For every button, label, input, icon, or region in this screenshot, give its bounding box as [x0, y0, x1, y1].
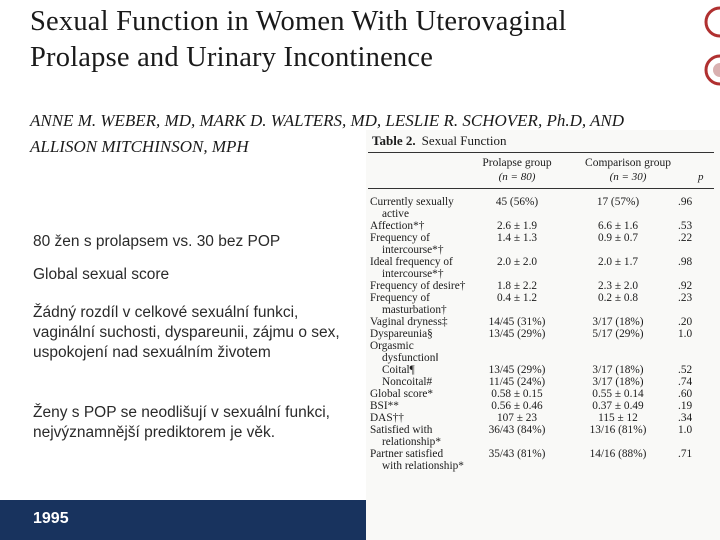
row-label — [370, 388, 433, 400]
prolapse-value: 45 (56%) — [495, 196, 539, 208]
p-value: .98 — [678, 256, 693, 268]
comparison-value: 5/17 (29%) — [592, 328, 644, 340]
p-value: .22 — [678, 232, 693, 244]
table-caption — [372, 133, 506, 149]
comparison-value: 13/16 (81%) — [589, 424, 647, 436]
comparison-value: 3/17 (18%) — [592, 364, 644, 376]
comparison-value: 0.55 ± 0.14 — [592, 388, 644, 400]
p-value: .20 — [678, 316, 693, 328]
header-comparison: Comparison group — [585, 157, 671, 169]
row-label — [370, 400, 399, 412]
p-value: .19 — [678, 400, 693, 412]
row-label-line: Frequency of — [370, 292, 430, 304]
row-label-line: Orgasmic — [370, 340, 414, 352]
row-label — [370, 196, 454, 220]
comparison-value: 115 ± 12 — [598, 412, 638, 424]
article-title — [30, 4, 690, 76]
row-label-continuation: active — [382, 208, 409, 220]
row-label-line: Global score* — [370, 388, 434, 400]
row-label — [370, 340, 439, 364]
row-label-continuation: dysfunction‖ — [382, 352, 439, 364]
table-header-rule — [368, 188, 714, 189]
table-top-rule — [368, 152, 714, 153]
p-value: 1.0 — [678, 424, 693, 436]
row-label-line: Currently sexually — [370, 196, 454, 208]
header-p: p — [698, 171, 704, 183]
comparison-value: 6.6 ± 1.6 — [597, 220, 639, 232]
row-label — [370, 412, 404, 424]
row-label-line: Frequency of desire† — [370, 280, 466, 292]
p-value: .96 — [678, 196, 693, 208]
p-value: .92 — [678, 280, 693, 292]
summary-panel — [0, 205, 352, 540]
footer-year: 1995 — [33, 510, 69, 527]
p-value: .34 — [678, 412, 693, 424]
prolapse-value: 13/45 (29%) — [488, 328, 546, 340]
comparison-value: 3/17 (18%) — [592, 376, 644, 388]
comparison-value: 2.3 ± 2.0 — [597, 280, 639, 292]
row-label — [370, 448, 464, 472]
row-label-line: Coital¶ — [382, 364, 415, 376]
comparison-value: 0.9 ± 0.7 — [597, 232, 639, 244]
row-label-line: Satisfied with — [370, 424, 433, 436]
row-label-line: Frequency of — [370, 232, 430, 244]
row-label-line: DAS†† — [370, 412, 404, 424]
row-label — [370, 364, 415, 376]
row-label-line: Affection*† — [370, 220, 425, 232]
row-label-continuation: intercourse*† — [382, 244, 444, 256]
row-label — [370, 292, 447, 316]
prolapse-value: 13/45 (29%) — [488, 364, 546, 376]
row-label-line: Vaginal dryness‡ — [370, 316, 448, 328]
row-label-line: Dyspareunia§ — [370, 328, 433, 340]
header-prolapse: Prolapse group — [482, 157, 552, 169]
comparison-value: 14/16 (88%) — [589, 448, 647, 460]
p-value: .60 — [678, 388, 693, 400]
prolapse-value: 0.58 ± 0.15 — [491, 388, 543, 400]
prolapse-value: 14/45 (31%) — [488, 316, 546, 328]
comparison-value: 17 (57%) — [596, 196, 640, 208]
bullet-finding: Žádný rozdíl v celkové sexuální funkci, vaginální suchosti, dyspareunii, zájmu o sex, uspokojení nad sexuálním životem — [33, 304, 340, 361]
comparison-value: 0.2 ± 0.8 — [597, 292, 639, 304]
sexual-function-table — [366, 130, 720, 540]
row-label-continuation: relationship* — [382, 436, 441, 448]
comparison-value: 2.0 ± 1.7 — [597, 256, 639, 268]
row-label — [370, 424, 441, 448]
row-label-line: Noncoital# — [382, 376, 433, 388]
p-value: .71 — [678, 448, 693, 460]
row-label-line: Partner satisfied — [370, 448, 444, 460]
bullet-sample: 80 žen s prolapsem vs. 30 bez POP — [33, 233, 281, 250]
journal-emblem-icon — [694, 0, 720, 100]
row-label — [370, 280, 465, 292]
bullet-conclusion: Ženy s POP se neodlišují v sexuální funkci, nejvýznamnější prediktorem je věk. — [33, 404, 330, 441]
table-label: Table 2. — [372, 133, 416, 148]
header-comparison-n: (n = 30) — [609, 171, 647, 183]
row-label — [370, 220, 424, 232]
p-value: .52 — [678, 364, 693, 376]
prolapse-value: 1.8 ± 2.2 — [496, 280, 538, 292]
p-value: .23 — [678, 292, 693, 304]
row-label-line: Ideal frequency of — [370, 256, 453, 268]
authors-line-1: ANNE M. WEBER, MD, MARK D. WALTERS, MD, LESLIE R. SCHOVER, Ph.D, AND — [30, 111, 625, 130]
prolapse-value: 2.6 ± 1.9 — [496, 220, 538, 232]
prolapse-value: 1.4 ± 1.3 — [496, 232, 538, 244]
row-label-continuation: with relationship* — [382, 460, 464, 472]
table-title: Sexual Function — [421, 133, 507, 148]
prolapse-value: 0.4 ± 1.2 — [496, 292, 538, 304]
prolapse-value: 35/43 (81%) — [488, 448, 546, 460]
row-label-continuation: masturbation† — [382, 304, 447, 316]
title-line-2: Prolapse and Urinary Incontinence — [30, 42, 434, 73]
authors-line-2: ALLISON MITCHINSON, MPH — [30, 137, 249, 156]
p-value: 1.0 — [678, 328, 693, 340]
prolapse-value: 2.0 ± 2.0 — [496, 256, 538, 268]
comparison-value: 3/17 (18%) — [592, 316, 644, 328]
row-label-continuation: intercourse*† — [382, 268, 444, 280]
prolapse-value: 36/43 (84%) — [488, 424, 546, 436]
bullet-measure: Global sexual score — [33, 266, 170, 283]
prolapse-value: 107 ± 23 — [496, 412, 538, 424]
footer-bar — [0, 500, 366, 540]
header-prolapse-n: (n = 80) — [498, 171, 536, 183]
comparison-value: 0.37 ± 0.49 — [592, 400, 644, 412]
row-label — [370, 376, 432, 388]
row-label — [370, 256, 453, 280]
prolapse-value: 11/45 (24%) — [488, 376, 546, 388]
prolapse-value: 0.56 ± 0.46 — [491, 400, 543, 412]
row-label — [370, 316, 448, 328]
title-line-1: Sexual Function in Women With Uterovaginal — [30, 6, 567, 37]
row-label-line: BSI** — [370, 400, 399, 412]
row-label — [370, 232, 443, 256]
p-value: .74 — [678, 376, 693, 388]
row-label — [370, 328, 433, 340]
p-value: .53 — [678, 220, 693, 232]
